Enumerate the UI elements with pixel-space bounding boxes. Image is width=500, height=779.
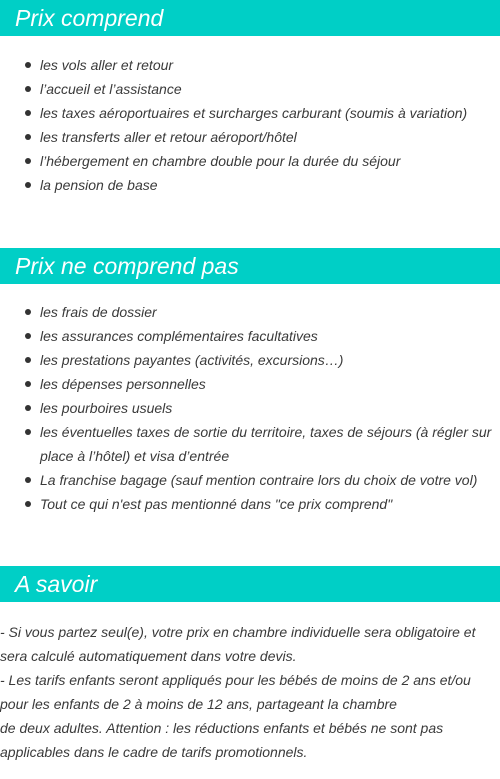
info-paragraph: de deux adultes. Attention : les réductions enfants et bébés ne sont pas applicables dans le cadre de tarifs promotionnels. — [0, 720, 444, 760]
section-title: A savoir — [15, 571, 98, 597]
list-item: les dépenses personnelles — [0, 372, 500, 396]
list-item: les pourboires usuels — [0, 396, 500, 420]
section-title: Prix comprend — [15, 5, 164, 31]
info-text — [0, 620, 500, 764]
list-item: l’accueil et l’assistance — [0, 77, 500, 101]
included-list — [0, 53, 500, 197]
section-header-a-savoir — [0, 566, 500, 602]
list-item: les frais de dossier — [0, 300, 500, 324]
list-item: Tout ce qui n'est pas mentionné dans "ce prix comprend" — [0, 492, 500, 516]
list-item: les assurances complémentaires facultatives — [0, 324, 500, 348]
list-item: les taxes aéroportuaires et surcharges carburant (soumis à variation) — [0, 101, 500, 125]
list-item: les prestations payantes (activités, excursions…) — [0, 348, 500, 372]
info-paragraph: - Les tarifs enfants seront appliqués pour les bébés de moins de 2 ans et/ou pour les enfants de 2 à moins de 12 ans, partageant la chambre — [0, 672, 471, 712]
excluded-list — [0, 300, 500, 516]
list-item: les transferts aller et retour aéroport/hôtel — [0, 125, 500, 149]
section-header-prix-comprend — [0, 0, 500, 36]
section-title: Prix ne comprend pas — [15, 253, 239, 279]
list-item: La franchise bagage (sauf mention contraire lors du choix de votre vol) — [0, 468, 500, 492]
list-item: l’hébergement en chambre double pour la durée du séjour — [0, 149, 500, 173]
list-item: les vols aller et retour — [0, 53, 500, 77]
list-item: les éventuelles taxes de sortie du territoire, taxes de séjours (à régler sur place à l’hôtel) et visa d’entrée — [0, 420, 500, 468]
info-paragraph: - Si vous partez seul(e), votre prix en chambre individuelle sera obligatoire et sera calculé automatiquement dans votre devis. — [0, 624, 476, 664]
list-item: la pension de base — [0, 173, 500, 197]
section-header-prix-ne-comprend-pas — [0, 248, 500, 284]
